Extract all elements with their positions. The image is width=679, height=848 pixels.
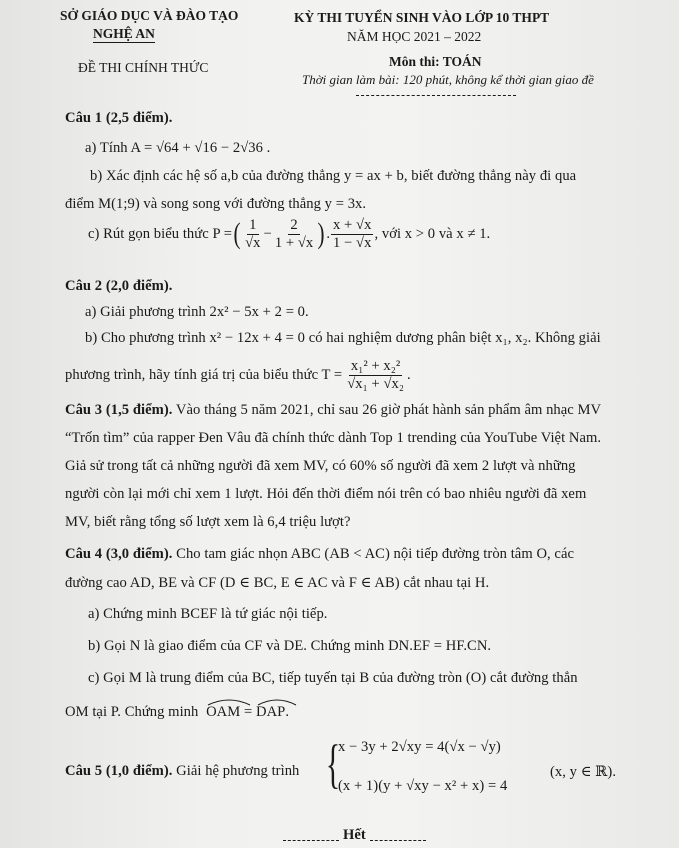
end-label: Hết bbox=[343, 827, 366, 843]
q2-part-a: a) Giải phương trình 2x² − 5x + 2 = 0. bbox=[85, 304, 309, 320]
q3-line3: Giả sử trong tất cả những người đã xem MV, có 60% số người đã xem 2 lượt và những bbox=[65, 458, 576, 474]
q4-part-c-prefix: OM tại P. Chứng minh bbox=[65, 704, 199, 720]
q4-line1 bbox=[65, 546, 574, 563]
q4-part-c-line1: c) Gọi M là trung điểm của BC, tiếp tuyến tại B của đường tròn (O) cắt đường thẳn bbox=[88, 670, 578, 686]
footer-dots-right bbox=[370, 839, 426, 841]
q3-line2: “Trốn tìm” của rapper Đen Vâu đã chính thức dành Top 1 trending của YouTube Việt Nam. bbox=[65, 430, 602, 446]
fraction-2: $\frac{2}{1 + √x}$ bbox=[274, 217, 314, 251]
open-paren: ( bbox=[233, 217, 241, 251]
fraction-3: $\frac{x + √x}{1 - √x}$ bbox=[333, 217, 372, 251]
fraction-1: $\frac{1}{√x}$ bbox=[245, 217, 261, 251]
angle-oam: OAM bbox=[206, 704, 240, 721]
q1-part-c: c) Rút gọn biểu thức P = ( $\frac{1}{√x}$ − $\frac{2}{1 + √x}$ ) . $\frac{x + √x}{1 - √x}$ , với x > 0 và x ≠ 1. bbox=[88, 217, 491, 251]
q1-part-c-suffix: , với x > 0 và x ≠ 1. bbox=[374, 225, 491, 242]
q2-part-b-prefix: phương trình, hãy tính giá trị của biểu thức T = bbox=[65, 366, 343, 383]
arc-icon bbox=[256, 698, 298, 706]
q5-text: Giải hệ phương trình bbox=[176, 763, 300, 779]
q3-title: Câu 3 (1,5 điểm). bbox=[65, 402, 173, 418]
q5-title: Câu 5 (1,0 điểm). bbox=[65, 763, 173, 779]
footer-end bbox=[283, 827, 426, 844]
q2-title: Câu 2 (2,0 điểm). bbox=[65, 278, 173, 294]
q1-part-a: a) Tính A = √64 + √16 − 2√36 . bbox=[85, 140, 271, 156]
q5-line bbox=[65, 763, 299, 780]
system-brace: { bbox=[325, 734, 341, 794]
q3-line1-text: Vào tháng 5 năm 2021, chỉ sau 26 giờ phát hành sản phẩm âm nhạc MV bbox=[175, 402, 602, 418]
q2-part-b-line2: phương trình, hãy tính giá trị của biểu thức T = $\frac{\text{x₁² + x₂²}}{\text{√x₁ + √x₂}}$ . bbox=[65, 358, 411, 392]
school-year: NĂM HỌC 2021 – 2022 bbox=[347, 29, 482, 44]
q4-title: Câu 4 (3,0 điểm). bbox=[65, 546, 173, 562]
department-label: SỞ GIÁO DỤC VÀ ĐÀO TẠO bbox=[60, 8, 239, 23]
fraction-t: $\frac{\text{x₁² + x₂²}}{\text{√x₁ + √x₂}}$ bbox=[347, 358, 404, 392]
subject-label: Môn thi: TOÁN bbox=[389, 54, 482, 69]
close-paren: ) bbox=[317, 217, 325, 251]
q4-line1-text: Cho tam giác nhọn ABC (AB < AC) nội tiếp đường tròn tâm O, các bbox=[176, 546, 575, 562]
q4-part-a: a) Chứng minh BCEF là tứ giác nội tiếp. bbox=[88, 606, 328, 622]
q4-part-c-line2 bbox=[65, 704, 289, 721]
footer-dots-left bbox=[283, 839, 339, 841]
province-label: NGHỆ AN bbox=[93, 26, 155, 41]
duration-label: Thời gian làm bài: 120 phút, không kể thời gian giao đề bbox=[302, 72, 594, 87]
q4-line2: đường cao AD, BE và CF (D ∈ BC, E ∈ AC và F ∈ AB) cắt nhau tại H. bbox=[65, 575, 490, 591]
q3-line4: người còn lại mới chỉ xem 1 lượt. Hỏi đến thời điểm nói trên có bao nhiêu người đã xem bbox=[65, 486, 587, 502]
q1-part-c-prefix: c) Rút gọn biểu thức P = bbox=[88, 225, 233, 242]
angle-equals: = bbox=[244, 704, 253, 720]
q3-line5: MV, biết rằng tổng số lượt xem là 6,4 triệu lượt? bbox=[65, 514, 351, 530]
q1-part-b-line2: điểm M(1;9) và song song với đường thẳng y = 3x. bbox=[65, 196, 367, 212]
q2-part-b-line1: b) Cho phương trình x² − 12x + 4 = 0 có hai nghiệm dương phân biệt x₁, x₂. Không giải bbox=[85, 330, 601, 346]
q4-period: . bbox=[285, 704, 290, 720]
q5-equation-2: (x + 1)(y + √xy − x² + x) = 4 bbox=[338, 778, 508, 794]
exam-title: KỲ THI TUYỂN SINH VÀO LỚP 10 THPT bbox=[294, 10, 550, 25]
q4-part-b: b) Gọi N là giao điểm của CF và DE. Chứng minh DN.EF = HF.CN. bbox=[88, 638, 492, 654]
header-divider bbox=[356, 94, 516, 96]
q1-part-b-line1: b) Xác định các hệ số a,b của đường thẳng y = ax + b, biết đường thẳng này đi qua bbox=[90, 168, 577, 184]
q5-equation-1: x − 3y + 2√xy = 4(√x − √y) bbox=[338, 739, 501, 755]
q1-title: Câu 1 (2,5 điểm). bbox=[65, 110, 173, 126]
q3-line1 bbox=[65, 402, 601, 419]
arc-icon bbox=[206, 698, 252, 706]
q5-domain: (x, y ∈ ℝ). bbox=[550, 764, 617, 780]
angle-dap: DAP bbox=[256, 704, 285, 721]
official-label: ĐỀ THI CHÍNH THỨC bbox=[78, 60, 209, 75]
